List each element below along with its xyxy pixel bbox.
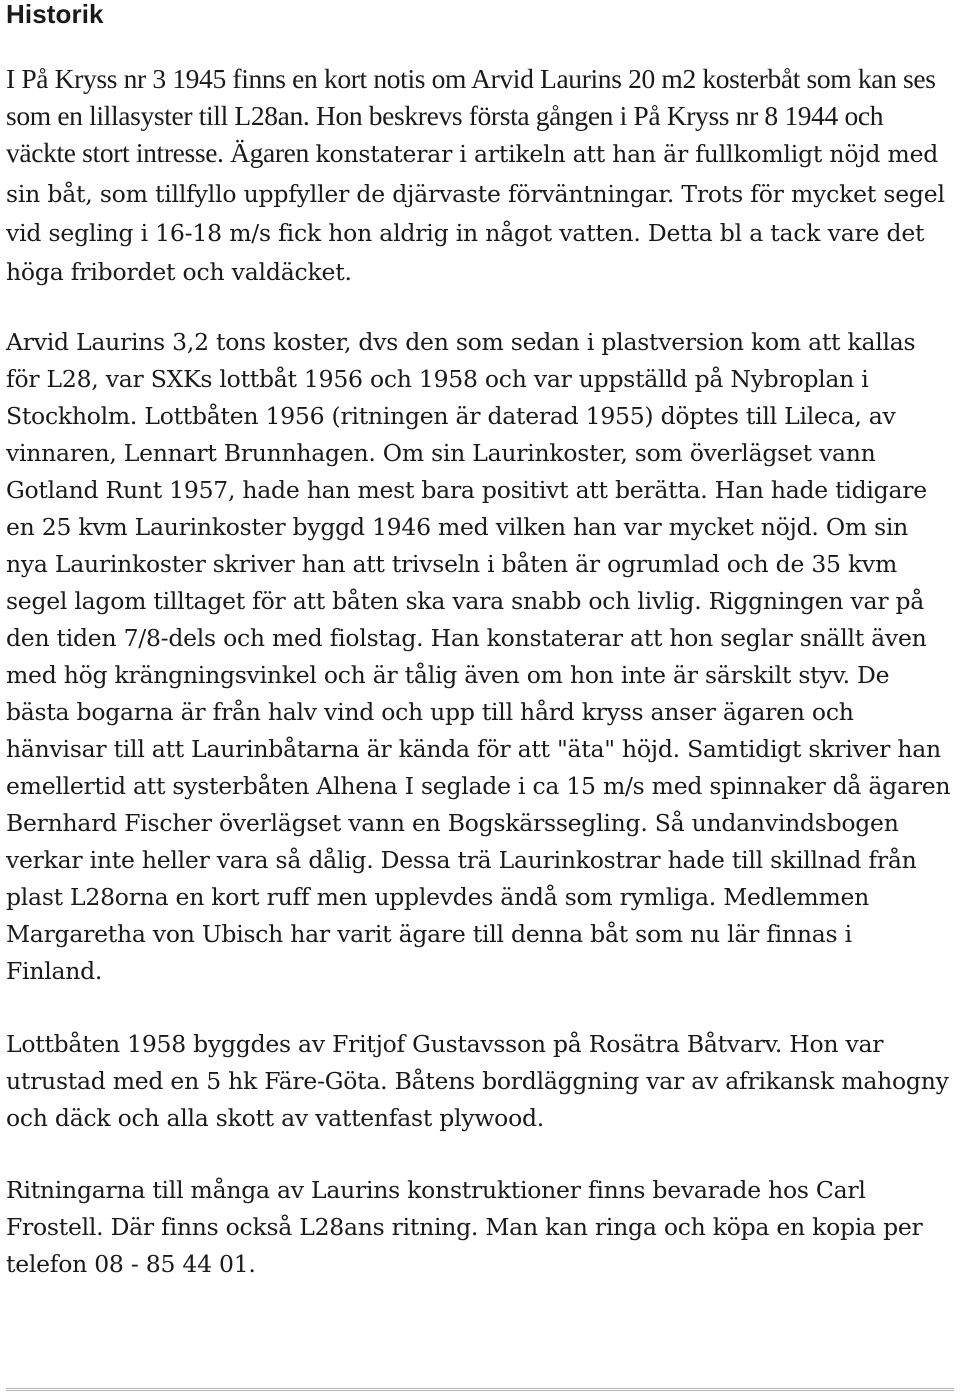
- paragraph-1-part-2: konstaterar i artikeln att han är fullkomligt nöjd med sin båt, som tillfyllo uppfyller de djärvaste förväntningar. Trots för mycket segel vid segling i 16-18 m/s fick hon aldrig in något vatten. Detta bl a tack vare det höga fribordet och valdäcket.: [6, 140, 945, 287]
- paragraph-1: [6, 60, 954, 291]
- section-heading: Historik: [6, 0, 104, 29]
- document-page: [6, 0, 954, 1283]
- paragraph-3: Lottbåten 1958 byggdes av Fritjof Gustavsson på Rosätra Båtvarv. Hon var utrustad med en 5 hk Färe-Göta. Båtens bordläggning var av afrikansk mahogny och däck och alla skott av vattenfast plywood.: [6, 1030, 949, 1133]
- footer-divider: [6, 1388, 954, 1391]
- paragraph-2: Arvid Laurins 3,2 tons koster, dvs den som sedan i plastversion kom att kallas för L28, var SXKs lottbåt 1956 och 1958 och var uppställd på Nybroplan i Stockholm. Lottbåten 1956 (ritningen är daterad 1955) döptes till Lileca, av vinnaren, Lennart Brunnhagen. Om sin Laurinkoster, som överlägset vann Gotland Runt 1957, hade han mest bara positivt att berätta. Han hade tidigare en 25 kvm Laurinkoster byggd 1946 med vilken han var mycket nöjd. Om sin nya Laurinkoster skriver han att trivseln i båten är ogrumlad och de 35 kvm segel lagom tilltaget för att båten ska vara snabb och livlig. Riggningen var på den tiden 7/8-dels och med fiolstag. Han konstaterar att hon seglar snällt även med hög krängningsvinkel och är tålig även om hon inte är särskilt styv. De bästa bogarna är från halv vind och upp till hård kryss anser ägaren och hänvisar till att Laurinbåtarna är kända för att "äta" höjd. Samtidigt skriver han emellertid att systerbåten Alhena I seglade i ca 15 m/s med spinnaker då ägaren Bernhard Fischer överlägset vann en Bogskärssegling. Så undanvindsbogen verkar inte heller vara så dålig. Dessa trä Laurinkostrar hade till skillnad från plast L28orna en kort ruff men upplevdes ändå som rymliga. Medlemmen Margaretha von Ubisch har varit ägare till denna båt som nu lär finnas i Finland.: [6, 328, 951, 986]
- paragraph-4: Ritningarna till många av Laurins konstruktioner finns bevarade hos Carl Frostell. Där finns också L28ans ritning. Man kan ringa och köpa en kopia per telefon 08 - 85 44 01.: [6, 1176, 923, 1279]
- paragraph-1-part-1: I På Kryss nr 3 1945 finns en kort notis om Arvid Laurins 20 m2 kosterbåt som kan ses som en lillasyster till L28an. Hon beskrevs första gången i På Kryss nr 8 1944 och väckte stort intresse. Ägaren: [6, 63, 936, 169]
